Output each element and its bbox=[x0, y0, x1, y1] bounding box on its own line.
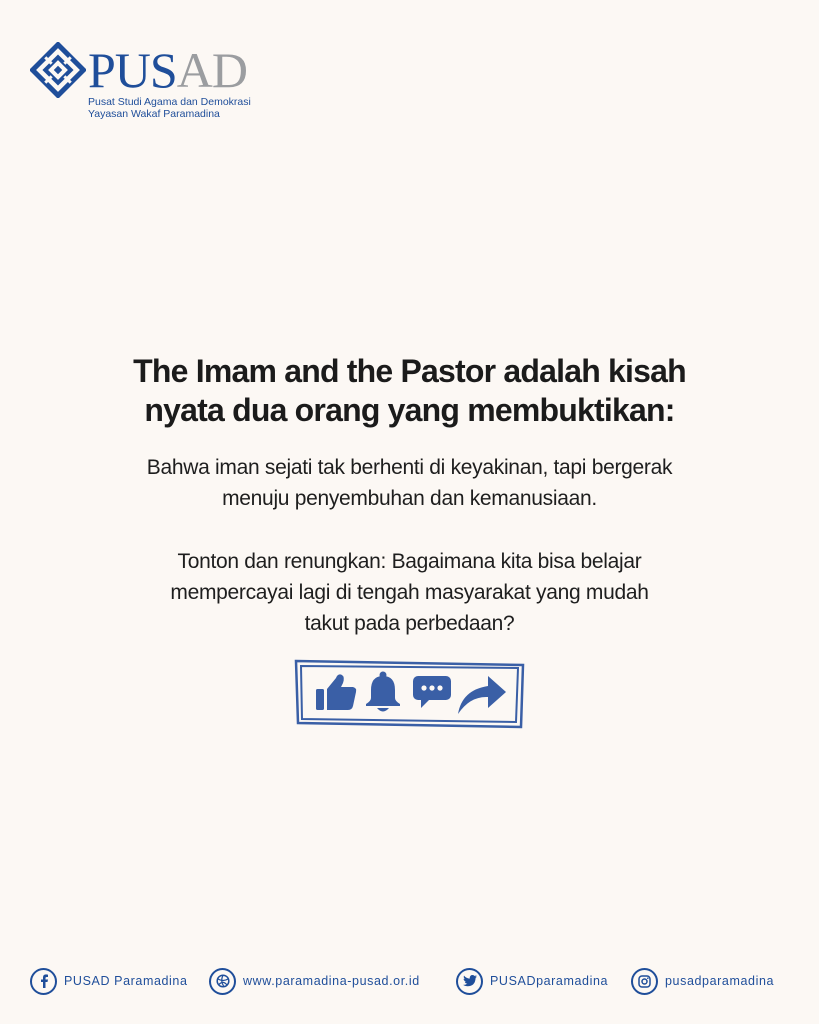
question-paragraph bbox=[0, 546, 819, 639]
headline bbox=[0, 352, 819, 430]
instagram-handle: pusadparamadina bbox=[665, 974, 775, 988]
bell-icon[interactable] bbox=[362, 670, 404, 714]
paragraph-line: mempercayai lagi di tengah masyarakat yang mudah bbox=[170, 581, 649, 604]
pusad-logo bbox=[30, 42, 270, 122]
twitter-handle: PUSADparamadina bbox=[490, 974, 609, 988]
logo-wordmark: PUSAD bbox=[88, 42, 247, 98]
footer-facebook[interactable] bbox=[30, 965, 188, 997]
footer-instagram[interactable] bbox=[631, 965, 774, 997]
globe-icon bbox=[209, 968, 236, 995]
instagram-icon bbox=[631, 968, 658, 995]
action-icons-box bbox=[294, 658, 526, 730]
comment-icon[interactable] bbox=[411, 674, 453, 712]
thumbs-up-icon[interactable] bbox=[314, 672, 358, 712]
footer-website[interactable] bbox=[209, 965, 420, 997]
share-icon[interactable] bbox=[454, 666, 508, 718]
paragraph-line: menuju penyembuhan dan kemanusiaan. bbox=[222, 487, 597, 510]
footer-social-bar bbox=[0, 965, 819, 1001]
paragraph-line: Tonton dan renungkan: Bagaimana kita bisa belajar bbox=[177, 550, 642, 573]
paragraph-line: takut pada perbedaan? bbox=[304, 612, 515, 635]
facebook-icon bbox=[30, 968, 57, 995]
headline-line: The Imam and the Pastor adalah kisah bbox=[133, 353, 686, 389]
footer-twitter[interactable] bbox=[456, 965, 608, 997]
facebook-handle: PUSAD Paramadina bbox=[64, 974, 188, 988]
paragraph-line: Bahwa iman sejati tak berhenti di keyakinan, tapi bergerak bbox=[146, 456, 673, 479]
twitter-icon bbox=[456, 968, 483, 995]
logo-subtitle: Pusat Studi Agama dan Demokrasi Yayasan Wakaf Paramadina bbox=[88, 96, 251, 120]
headline-line: nyata dua orang yang membuktikan: bbox=[144, 392, 675, 428]
body-paragraph bbox=[0, 452, 819, 514]
pusad-emblem-icon bbox=[30, 42, 86, 98]
website-url: www.paramadina-pusad.or.id bbox=[243, 974, 420, 988]
